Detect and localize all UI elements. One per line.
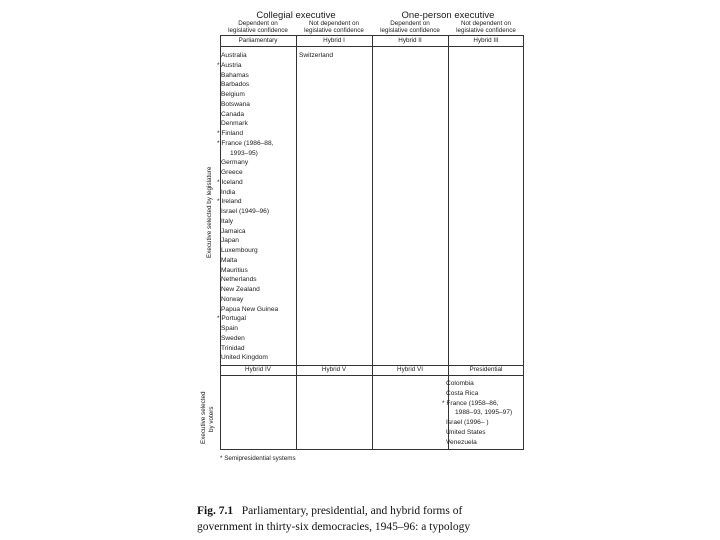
country-item: * Austria <box>217 61 242 69</box>
country-item: * Ireland <box>217 198 242 206</box>
one-person-executive-heading: One-person executive <box>401 10 495 21</box>
country-item: * Finland <box>217 130 244 137</box>
country-item: New Zealand <box>221 286 260 293</box>
collegial-executive-heading: Collegial executive <box>256 10 336 21</box>
country-item: Japan <box>221 237 239 245</box>
presidential-country-list <box>442 379 513 447</box>
country-item: United States <box>446 428 486 436</box>
country-item: Spain <box>221 325 238 332</box>
cell-hybrid-3: Hybrid III <box>473 37 499 44</box>
footnote: * Semipresidential systems <box>220 455 296 462</box>
cell-hybrid-1: Hybrid I <box>323 37 345 44</box>
figure-label: Fig. 7.1 <box>197 505 234 517</box>
figure-caption <box>197 503 527 535</box>
hybrid1-country-list <box>299 51 333 61</box>
country-item: Israel (1949–96) <box>221 208 270 215</box>
country-item: 1993–95) <box>230 149 258 157</box>
country-item: * Iceland <box>217 178 243 186</box>
subheader-col2: Not dependent on legislative confidence <box>304 20 364 34</box>
cell-presidential: Presidential <box>469 366 503 373</box>
country-item: Mauritius <box>221 266 248 274</box>
country-item: Luxembourg <box>221 247 258 254</box>
column-divider <box>372 36 373 449</box>
caption-line1: Parliamentary, presidential, and hybrid forms of <box>241 505 463 517</box>
cell-hybrid-5: Hybrid V <box>321 366 347 373</box>
country-item: India <box>221 188 236 196</box>
cell-parliamentary: Parliamentary <box>238 37 278 44</box>
row-label-voters-line1: Executive selected <box>200 391 207 444</box>
country-item: Netherlands <box>221 276 257 284</box>
country-item: Norway <box>221 295 244 303</box>
country-item: Italy <box>221 217 234 225</box>
country-item: Papua New Guinea <box>221 305 279 313</box>
parliamentary-country-list <box>217 51 279 363</box>
country-item: Jamaica <box>221 227 246 235</box>
country-item: Germany <box>221 159 249 167</box>
row-label-voters-line2: by voters <box>208 406 215 432</box>
subheader-col4: Not dependent on legislative confidence <box>456 20 516 34</box>
column-divider <box>296 36 297 449</box>
cell-hybrid-4: Hybrid IV <box>245 366 271 373</box>
country-item: Canada <box>221 110 245 118</box>
country-item: Switzerland <box>299 52 334 59</box>
country-item: Venezuela <box>446 438 477 446</box>
country-item: Greece <box>221 169 243 176</box>
country-item: Israel (1996– ) <box>446 419 489 426</box>
country-item: Denmark <box>221 120 248 128</box>
country-item: * France (1958–86, <box>442 399 499 407</box>
country-item: Sweden <box>221 334 245 342</box>
country-item: Trinidad <box>221 344 245 352</box>
row-label-legislature: Executive selected by legislature <box>206 166 213 258</box>
country-item: Malta <box>221 256 238 264</box>
country-item: Australia <box>221 52 247 59</box>
country-item: Costa Rica <box>446 389 479 397</box>
subheader-col3: Dependent on legislative confidence <box>380 20 440 34</box>
country-item: United Kingdom <box>221 354 268 362</box>
country-item: Barbados <box>221 81 250 89</box>
subheader-col1: Dependent on legislative confidence <box>228 20 288 34</box>
country-item: Bahamas <box>221 71 249 79</box>
country-item: Belgium <box>221 91 245 98</box>
country-item: 1988–93, 1995–97) <box>455 409 513 417</box>
country-item: Colombia <box>446 380 474 387</box>
country-item: * Portugal <box>217 315 246 323</box>
caption-line2: government in thirty-six democracies, 1945–96: a typology <box>197 521 471 533</box>
country-item: * France (1986–88, <box>217 139 274 147</box>
country-item: Botswana <box>221 100 250 108</box>
row-divider <box>221 375 523 376</box>
cell-hybrid-2: Hybrid II <box>398 37 422 44</box>
cell-hybrid-6: Hybrid VI <box>397 366 423 373</box>
header-row-divider <box>221 46 523 47</box>
